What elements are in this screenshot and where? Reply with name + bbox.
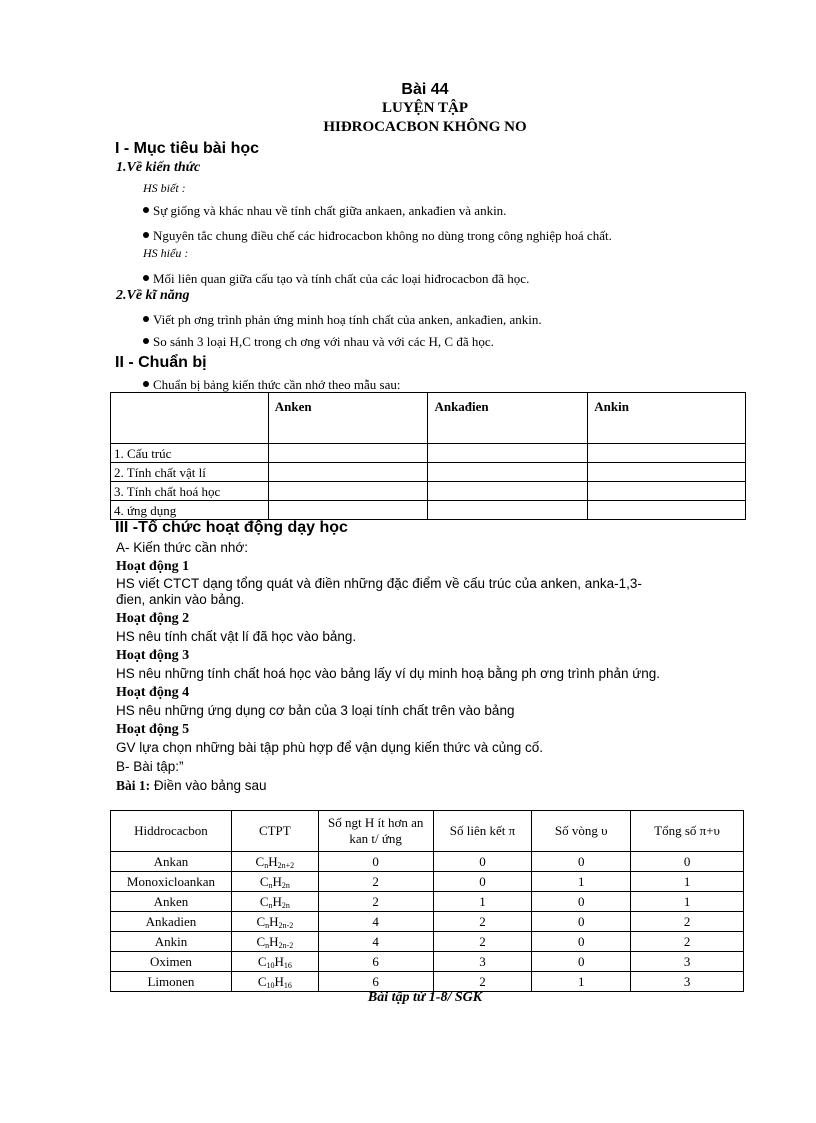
table-cell: Oximen [111, 952, 232, 972]
activity-title: Hoạt động 5 [116, 722, 190, 737]
table-cell: 0 [631, 852, 744, 872]
section-2-title: II - Chuẩn bị [115, 354, 207, 371]
table-cell: 4 [318, 912, 433, 932]
table-cell: Ankan [111, 852, 232, 872]
exercise-1: Bài 1: Điền vào bảng sau [116, 778, 267, 793]
table-cell: 0 [532, 952, 631, 972]
table-cell: 0 [532, 852, 631, 872]
table-row [111, 444, 746, 463]
table-row [111, 912, 744, 932]
formula-cell: C10H16 [231, 952, 318, 972]
bullet-icon [143, 207, 149, 213]
table-row [111, 932, 744, 952]
table-header-cell: Số ngt H ít hơn an kan t/ ứng [318, 811, 433, 852]
table-cell: 2 [318, 892, 433, 912]
table-cell: 4. ứng dụng [111, 501, 269, 520]
table-cell: Ankadien [111, 912, 232, 932]
list-item: So sánh 3 loại H,C trong ch ơng với nhau và với các H, C đã học. [143, 334, 494, 350]
prep-table [110, 392, 746, 520]
table-cell: 2 [631, 912, 744, 932]
knowledge-heading: 1.Về kiến thức [116, 160, 201, 175]
lesson-topic: LUYỆN TẬP [382, 100, 468, 116]
hydrocarbon-table [110, 810, 744, 992]
table-cell: 2 [433, 932, 532, 952]
formula-cell: CnH2n [231, 872, 318, 892]
activity-title: Hoạt động 1 [116, 559, 190, 574]
table-header-cell: Số vòng υ [532, 811, 631, 852]
table-row [111, 463, 746, 482]
list-item: Nguyên tắc chung điều chế các hiđrocacbon không no dùng trong công nghiệp hoá chất. [143, 228, 612, 244]
table-cell: 3 [631, 972, 744, 992]
table-cell: 2 [631, 932, 744, 952]
table-cell: Ankin [111, 932, 232, 952]
table-cell: Ankin [588, 393, 746, 444]
activity-text: đien, ankin vào bảng. [116, 592, 245, 607]
table-cell: 6 [318, 972, 433, 992]
table-cell: 2 [433, 912, 532, 932]
part-b-label: B- Bài tập:” [116, 759, 184, 774]
formula-cell: C10H16 [231, 972, 318, 992]
bullet-icon [143, 338, 149, 344]
part-a-label: A- Kiến thức cần nhớ: [116, 540, 248, 555]
activity-title: Hoạt động 2 [116, 611, 190, 626]
formula-cell: CnH2n-2 [231, 912, 318, 932]
table-header-cell: Hiddrocacbon [111, 811, 232, 852]
table-row [111, 482, 746, 501]
activity-text: HS nêu những ứng dụng cơ bản của 3 loại tính chất trên vào bảng [116, 703, 515, 718]
understand-label: HS hiểu : [143, 246, 189, 260]
table-cell: 1 [631, 892, 744, 912]
section-1-title: I - Mục tiêu bài học [115, 140, 260, 157]
section-3-title: III -Tổ chức hoạt động dạy học [115, 519, 348, 536]
table-cell: 4 [318, 932, 433, 952]
table-header-cell: Số liên kết π [433, 811, 532, 852]
lesson-subtitle: HIĐROCACBON KHÔNG NO [323, 119, 527, 135]
table-cell: 0 [433, 852, 532, 872]
table-cell: 0 [433, 872, 532, 892]
table-row [111, 811, 744, 852]
table-cell: 3 [631, 952, 744, 972]
list-item: Mối liên quan giữa cấu tạo và tính chất của các loại hiđrocacbon đã học. [143, 271, 529, 287]
table-cell: Anken [268, 393, 428, 444]
know-label: HS biết : [143, 181, 186, 195]
list-item: Viết ph ơng trình phản ứng minh hoạ tính chất của anken, ankađien, ankin. [143, 312, 542, 328]
bullet-icon [143, 232, 149, 238]
table-header-cell: Tổng số π+υ [631, 811, 744, 852]
formula-cell: CnH2n+2 [231, 852, 318, 872]
table-row [111, 892, 744, 912]
table-cell: 0 [532, 892, 631, 912]
table-cell: 1. Cấu trúc [111, 444, 269, 463]
table-cell: 1 [631, 872, 744, 892]
table-cell: 2 [433, 972, 532, 992]
table-cell: 0 [532, 932, 631, 952]
activity-text: GV lựa chọn những bài tập phù hợp để vận dụng kiến thức và củng cố. [116, 740, 543, 755]
table-header-cell: CTPT [231, 811, 318, 852]
table-row [111, 852, 744, 872]
lesson-number: Bài 44 [401, 81, 449, 98]
table-cell: 3. Tính chất hoá học [111, 482, 269, 501]
list-item: Chuẩn bị bảng kiến thức cần nhớ theo mẫu sau: [143, 377, 401, 393]
table-cell: Limonen [111, 972, 232, 992]
table-cell [111, 393, 269, 444]
bullet-icon [143, 381, 149, 387]
activity-text: HS nêu những tính chất hoá học vào bảng lấy ví dụ minh hoạ bằng ph ơng trình phản ứng. [116, 666, 661, 681]
table-cell: 2. Tính chất vật lí [111, 463, 269, 482]
formula-cell: CnH2n [231, 892, 318, 912]
bullet-icon [143, 316, 149, 322]
table-cell: 0 [318, 852, 433, 872]
table-cell: 1 [532, 872, 631, 892]
table-cell: Ankađien [428, 393, 588, 444]
table-row [111, 872, 744, 892]
table-row [111, 393, 746, 444]
formula-cell: CnH2n-2 [231, 932, 318, 952]
activity-text: HS viết CTCT dạng tổng quát và điền những đặc điểm về cấu trúc của anken, anka-1,3- [116, 576, 642, 591]
list-item: Sự giống và khác nhau về tính chất giữa ankaen, ankađien và ankin. [143, 203, 506, 219]
table-cell: Anken [111, 892, 232, 912]
table-cell: 2 [318, 872, 433, 892]
table-cell: Monoxicloankan [111, 872, 232, 892]
activity-text: HS nêu tính chất vật lí đã học vào bảng. [116, 629, 357, 644]
footer-note: Bài tập từ 1-8/ SGK [367, 990, 483, 1005]
table-row [111, 952, 744, 972]
table-cell: 1 [532, 972, 631, 992]
table-cell: 0 [532, 912, 631, 932]
table-cell: 6 [318, 952, 433, 972]
skills-heading: 2.Về kĩ năng [116, 288, 190, 303]
table-row [111, 501, 746, 520]
table-cell: 3 [433, 952, 532, 972]
table-body [111, 852, 744, 992]
table-cell: 1 [433, 892, 532, 912]
title-block [0, 80, 816, 137]
table-row [111, 972, 744, 992]
activity-title: Hoạt động 3 [116, 648, 190, 663]
bullet-icon [143, 275, 149, 281]
activity-title: Hoạt động 4 [116, 685, 190, 700]
